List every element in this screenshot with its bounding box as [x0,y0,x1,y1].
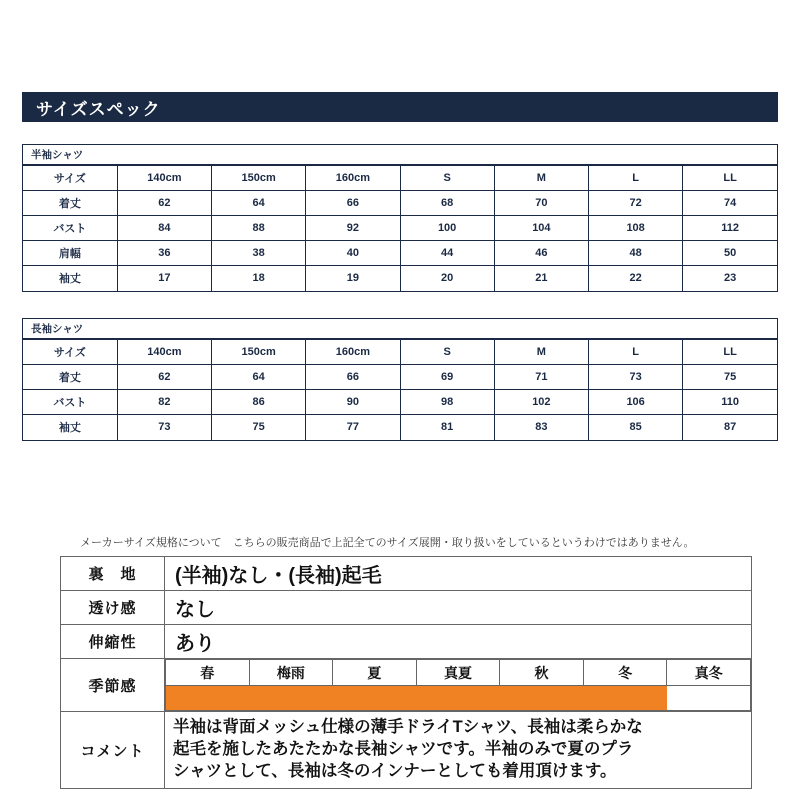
cell: 90 [306,390,400,415]
table-row [23,266,777,291]
cell: 46 [494,241,588,266]
cell: 88 [212,216,306,241]
row-label: バスト [23,390,117,415]
row-label: 着丈 [23,191,117,216]
season-item-summer: 夏 [333,660,417,686]
cell: 21 [494,266,588,291]
cell: 23 [683,266,777,291]
season-item-spring: 春 [166,660,250,686]
table-row [23,415,777,440]
cell: 71 [494,365,588,390]
size-header-label: サイズ [23,166,117,191]
table-header-row [23,340,777,365]
detail-label-sheerness: 透け感 [61,591,165,625]
size-column-160cm: 160cm [306,166,400,191]
size-column-140cm: 140cm [117,340,211,365]
cell: 102 [494,390,588,415]
cell: 82 [117,390,211,415]
table-header-row [23,166,777,191]
product-detail-table [60,556,752,789]
cell: 85 [589,415,683,440]
season-item-rainy: 梅雨 [249,660,333,686]
detail-row-lining [61,557,752,591]
season-bar-winter [583,686,666,710]
cell: 64 [212,365,306,390]
size-column-l: L [589,166,683,191]
size-measurements-table [23,339,777,440]
cell: 73 [589,365,683,390]
season-indicator-bar [166,686,751,711]
cell: 19 [306,266,400,291]
cell: 98 [400,390,494,415]
cell: 86 [212,390,306,415]
size-column-s: S [400,166,494,191]
detail-value-stretch: あり [165,625,752,659]
cell: 81 [400,415,494,440]
cell: 75 [683,365,777,390]
season-bar-autumn [500,686,583,710]
table-row [23,191,777,216]
detail-value-lining: (半袖)なし・(長袖)起毛 [165,557,752,591]
maker-size-note: メーカーサイズ規格について こちらの販売商品で上記全てのサイズ展開・取り扱いをしているというわけではありません。 [80,537,695,549]
season-bar-rainy [249,686,332,710]
cell: 66 [306,191,400,216]
cell: 20 [400,266,494,291]
season-item-autumn: 秋 [500,660,584,686]
comment-line: シャツとして、長袖は冬のインナーとしても着用頂けます。 [173,762,617,781]
cell: 36 [117,241,211,266]
detail-value-comment [165,712,752,789]
cell: 70 [494,191,588,216]
size-table-title: 長袖シャツ [23,319,777,339]
cell: 22 [589,266,683,291]
row-label: 着丈 [23,365,117,390]
detail-label-comment: コメント [61,712,165,789]
detail-label-season: 季節感 [61,659,165,712]
size-column-s: S [400,340,494,365]
cell: 92 [306,216,400,241]
size-measurements-table [23,165,777,291]
cell: 17 [117,266,211,291]
season-cell [165,659,752,712]
cell: 18 [212,266,306,291]
cell: 87 [683,415,777,440]
size-column-150cm: 150cm [212,340,306,365]
cell: 44 [400,241,494,266]
size-header-label: サイズ [23,340,117,365]
detail-row-season [61,659,752,712]
season-item-winter: 冬 [583,660,667,686]
row-label: 肩幅 [23,241,117,266]
row-label: 袖丈 [23,415,117,440]
cell: 62 [117,191,211,216]
cell: 83 [494,415,588,440]
cell: 68 [400,191,494,216]
table-row [23,390,777,415]
size-column-150cm: 150cm [212,166,306,191]
detail-row-sheerness [61,591,752,625]
spec-header-bar [22,92,778,122]
cell: 73 [117,415,211,440]
cell: 50 [683,241,777,266]
comment-line: 起毛を施したあたたかな長袖シャツです。半袖のみで夏のプラ [173,740,634,759]
detail-label-lining: 裏 地 [61,557,165,591]
season-header-row [166,660,751,686]
size-column-160cm: 160cm [306,340,400,365]
size-column-ll: LL [683,340,777,365]
season-bar-midsummer [416,686,499,710]
size-column-m: M [494,166,588,191]
cell: 100 [400,216,494,241]
cell: 110 [683,390,777,415]
cell: 64 [212,191,306,216]
cell: 84 [117,216,211,241]
size-column-140cm: 140cm [117,166,211,191]
size-column-l: L [589,340,683,365]
cell: 62 [117,365,211,390]
cell: 38 [212,241,306,266]
row-label: 袖丈 [23,266,117,291]
size-column-m: M [494,340,588,365]
cell: 106 [589,390,683,415]
cell: 104 [494,216,588,241]
season-grid [165,659,751,711]
cell: 40 [306,241,400,266]
detail-row-stretch [61,625,752,659]
size-table-title: 半袖シャツ [23,145,777,165]
cell: 108 [589,216,683,241]
season-item-midsummer: 真夏 [416,660,500,686]
season-bar-midwinter [667,686,750,710]
cell: 66 [306,365,400,390]
cell: 72 [589,191,683,216]
cell: 77 [306,415,400,440]
detail-label-stretch: 伸縮性 [61,625,165,659]
cell: 75 [212,415,306,440]
cell: 48 [589,241,683,266]
size-column-ll: LL [683,166,777,191]
detail-row-comment [61,712,752,789]
detail-value-sheerness: なし [165,591,752,625]
row-label: バスト [23,216,117,241]
table-row [23,241,777,266]
season-bar-spring [166,686,249,710]
cell: 112 [683,216,777,241]
cell: 74 [683,191,777,216]
season-bar-summer [333,686,416,710]
comment-line: 半袖は背面メッシュ仕様の薄手ドライTシャツ、長袖は柔らかな [173,718,643,736]
size-table-short-sleeve [22,144,778,292]
cell: 69 [400,365,494,390]
spec-header-title: サイズスペック [36,99,161,119]
size-table-long-sleeve [22,318,778,441]
table-row [23,365,777,390]
season-item-midwinter: 真冬 [667,660,751,686]
table-row [23,216,777,241]
